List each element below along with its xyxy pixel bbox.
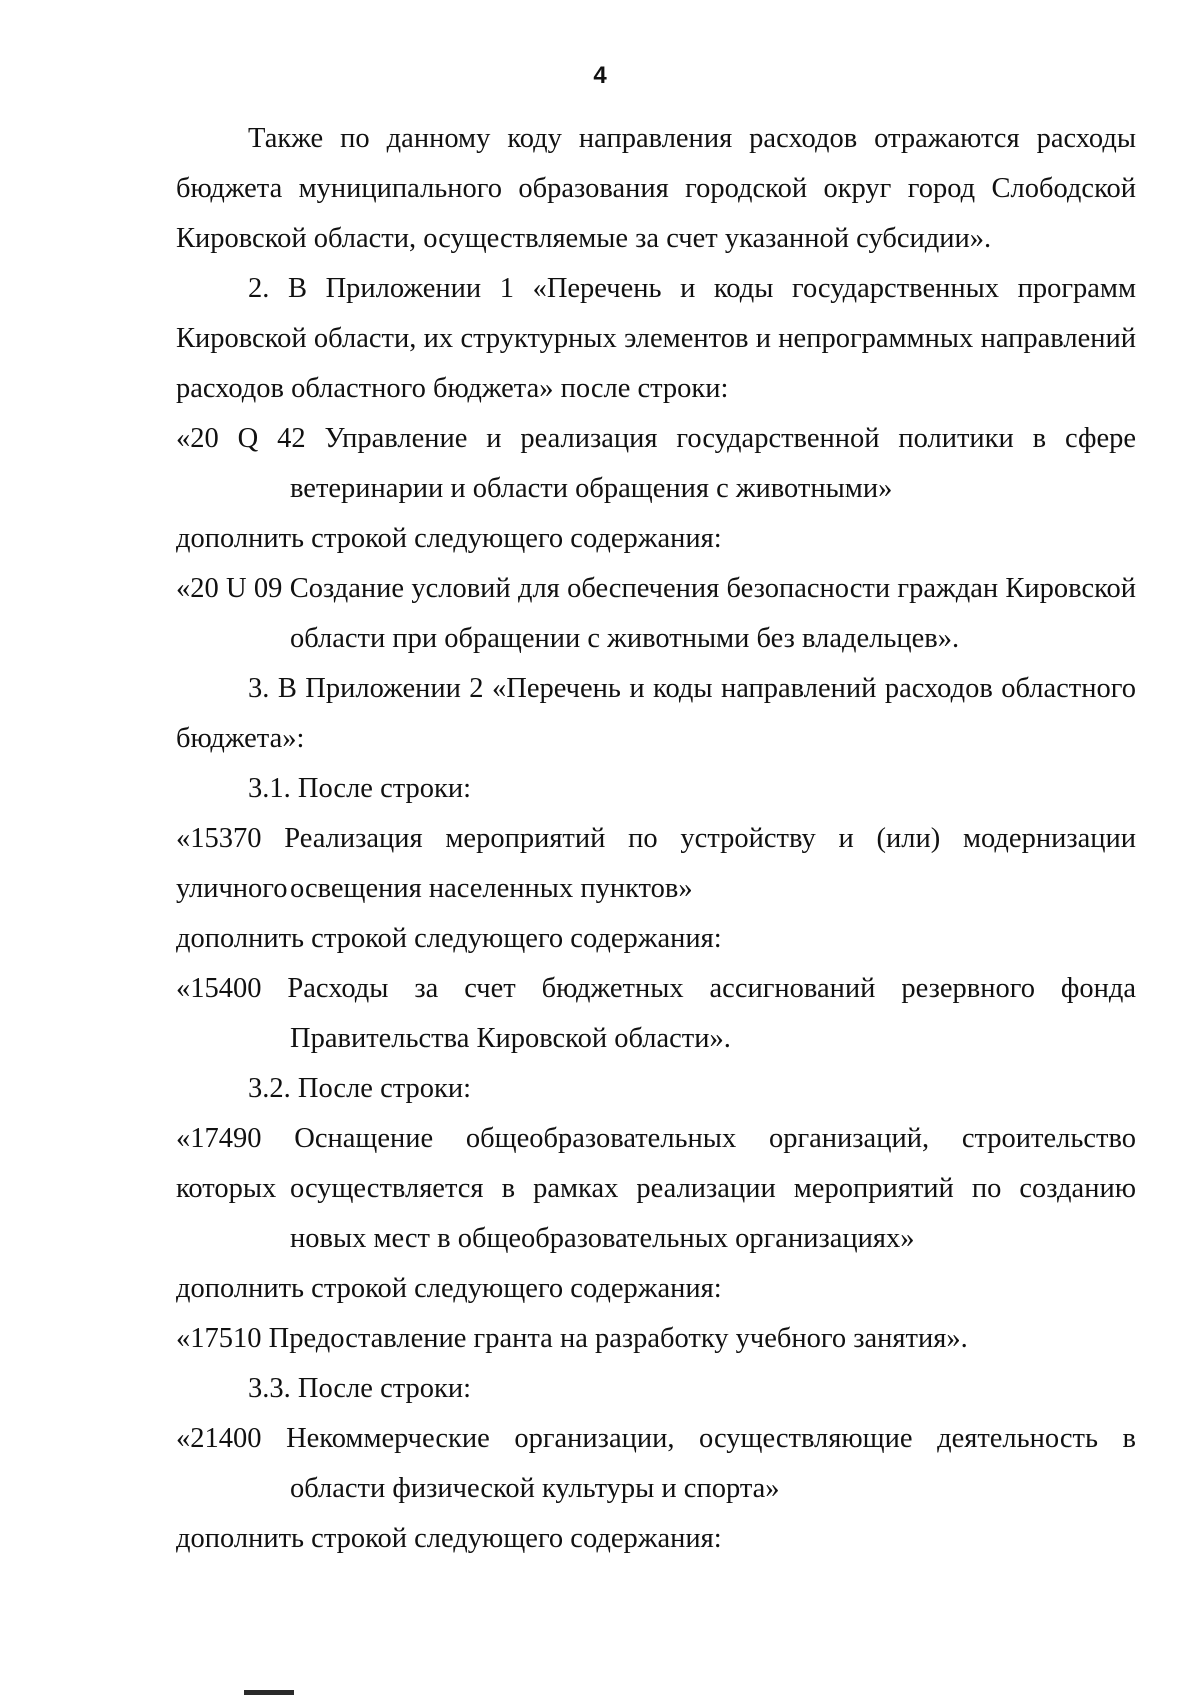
text-line: дополнить строкой следующего содержания: [176, 1523, 722, 1554]
text-line: бюджета муниципального образования городской округ город Слободской [176, 173, 1136, 204]
text-line: дополнить строкой следующего содержания: [176, 923, 722, 954]
text-line: Правительства Кировской области». [290, 1023, 731, 1054]
text-line: 2. В Приложении 1 «Перечень и коды государственных программ [248, 273, 1136, 304]
text-line: «15400 Расходы за счет бюджетных ассигнований резервного фонда [176, 973, 1136, 1004]
text-line: новых мест в общеобразовательных организациях» [290, 1223, 915, 1254]
document-body [176, 114, 1136, 1564]
text-line: Также по данному коду направления расходов отражаются расходы [248, 123, 1136, 154]
text-line: Кировской области, их структурных элементов и непрограммных направлений [176, 323, 1136, 354]
text-line: «20 U 09 Создание условий для обеспечения безопасности граждан Кировской [176, 573, 1136, 604]
text-line: расходов областного бюджета» после строки: [176, 373, 729, 404]
text-line: области физической культуры и спорта» [290, 1473, 780, 1504]
text-line: «17490 Оснащение общеобразовательных организаций, строительство которых [176, 1123, 1136, 1204]
text-line: дополнить строкой следующего содержания: [176, 1273, 722, 1304]
text-line: осуществляется в рамках реализации мероприятий по созданию [290, 1173, 1136, 1204]
text-line: «17510 Предоставление гранта на разработку учебного занятия». [176, 1323, 968, 1354]
text-line: области при обращении с животными без владельцев». [290, 623, 960, 654]
text-line: бюджета»: [176, 723, 305, 754]
text-line: «21400 Некоммерческие организации, осуществляющие деятельность в [176, 1423, 1136, 1454]
text-line: «20 Q 42 Управление и реализация государственной политики в сфере [176, 423, 1136, 454]
scan-artifact [244, 1690, 294, 1695]
text-line: 3.2. После строки: [248, 1073, 472, 1104]
text-line: 3. В Приложении 2 «Перечень и коды направлений расходов областного [248, 673, 1136, 704]
text-line: Кировской области, осуществляемые за счет указанной субсидии». [176, 223, 992, 254]
text-line: освещения населенных пунктов» [290, 873, 693, 904]
text-line: дополнить строкой следующего содержания: [176, 523, 722, 554]
text-line: 3.3. После строки: [248, 1373, 472, 1404]
text-line: 3.1. После строки: [248, 773, 472, 804]
page-number: 4 [593, 62, 607, 89]
text-line: ветеринарии и области обращения с животными» [290, 473, 893, 504]
text-line: «15370 Реализация мероприятий по устройству и (или) модернизации уличного [176, 823, 1136, 904]
